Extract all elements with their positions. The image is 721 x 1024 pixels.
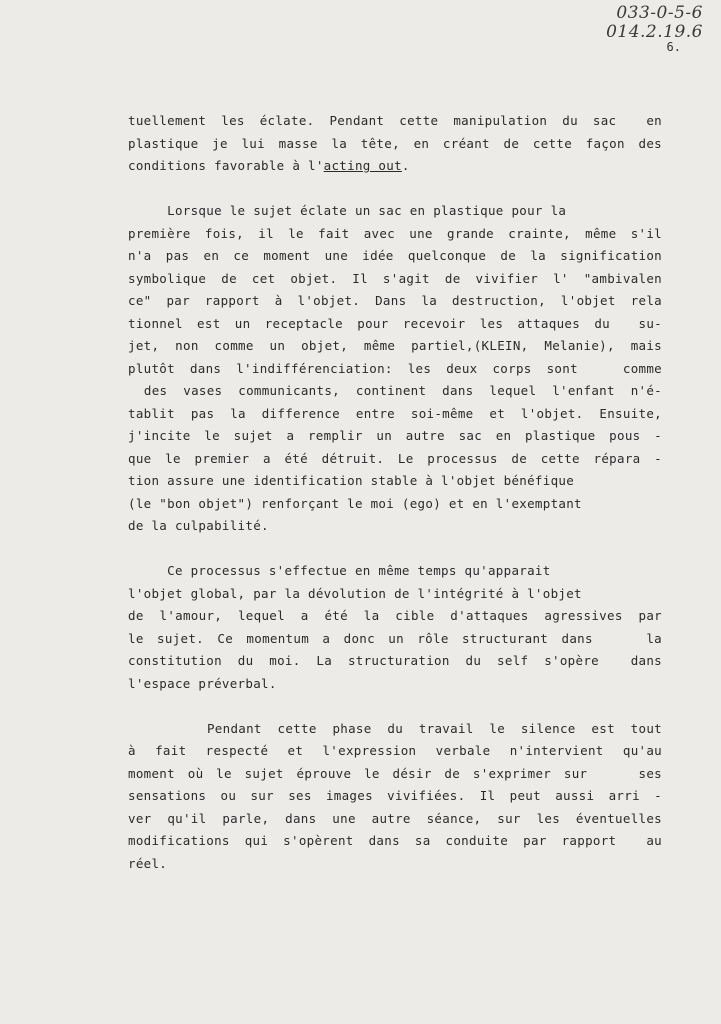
text-line: plastique je lui masse la tête, en créant de cette façon des (128, 135, 662, 151)
text-line-end: . (401, 158, 410, 173)
text-line: Ce processus s'effectue en même temps qu'apparait (128, 563, 551, 578)
text-line: première fois, il le fait avec une grande crainte, même s'il (128, 225, 662, 241)
text-line: le sujet. Ce momentum a donc un rôle structurant dans la (128, 630, 662, 646)
text-line: de la culpabilité. (128, 518, 269, 533)
text-line: tion assure une identification stable à l'objet bénéfique (128, 473, 575, 488)
text-line: plutôt dans l'indifférenciation: les deux corps sont comme (128, 360, 662, 376)
text-line: constitution du moi. La structuration du self s'opère dans (128, 653, 662, 668)
text-line: Pendant cette phase du travail le silence est tout (128, 720, 662, 736)
text-line: modifications qui s'opèrent dans sa conduite par rapport au (128, 833, 662, 848)
text-line (128, 155, 662, 178)
text-line: l'espace préverbal. (128, 675, 277, 691)
text-line: ver qu'il parle, dans une autre séance, sur les éventuelles (128, 810, 662, 826)
text-line: ce" par rapport à l'objet. Dans la destruction, l'objet rela (128, 293, 662, 308)
text-line-start: conditions favorable à l' (128, 158, 324, 173)
text-line: tionnel est un receptacle pour recevoir les attaques du su- (128, 315, 662, 331)
text-line: j'incite le sujet a remplir un autre sac en plastique pous - (128, 428, 662, 443)
archive-reference-line: 033-0-5-6 (616, 3, 703, 23)
text-line: réel. (128, 855, 168, 871)
archive-reference-line: 014.2.19.6 (606, 22, 703, 42)
text-line: tablit pas la difference entre soi-même et l'objet. Ensuite, (128, 405, 662, 421)
archive-reference (606, 4, 703, 42)
text-line: tuellement les éclate. Pendant cette manipulation du sac en (128, 113, 662, 128)
text-line: (le "bon objet") renforçant le moi (ego) et en l'exemptant (128, 495, 582, 511)
paragraph (128, 718, 662, 876)
text-line: de l'amour, lequel a été la cible d'attaques agressives par (128, 608, 662, 623)
paragraph (128, 560, 662, 695)
text-line: à fait respecté et l'expression verbale n'intervient qu'au (128, 743, 662, 758)
text-line: Lorsque le sujet éclate un sac en plastique pour la (128, 203, 567, 218)
paragraph (128, 200, 662, 538)
acting-out-underlined: acting out (323, 158, 402, 173)
page-number: 6. (666, 40, 681, 54)
text-line: sensations ou sur ses images vivifiées. Il peut aussi arri - (128, 788, 662, 803)
text-line: moment où le sujet éprouve le désir de s'exprimer sur ses (128, 765, 662, 781)
text-line: symbolique de cet objet. Il s'agit de vivifier l' "ambivalen (128, 270, 662, 286)
text-line: n'a pas en ce moment une idée quelconque de la signification (128, 248, 662, 263)
text-line: des vases communicants, continent dans lequel l'enfant n'é- (128, 383, 662, 398)
text-line: que le premier a été détruit. Le processus de cette répara - (128, 450, 662, 466)
paragraph (128, 110, 662, 178)
text-line: l'objet global, par la dévolution de l'intégrité à l'objet (128, 585, 582, 601)
text-line: jet, non comme un objet, même partiel,(KLEIN, Melanie), mais (128, 338, 662, 353)
body-text (128, 110, 662, 898)
